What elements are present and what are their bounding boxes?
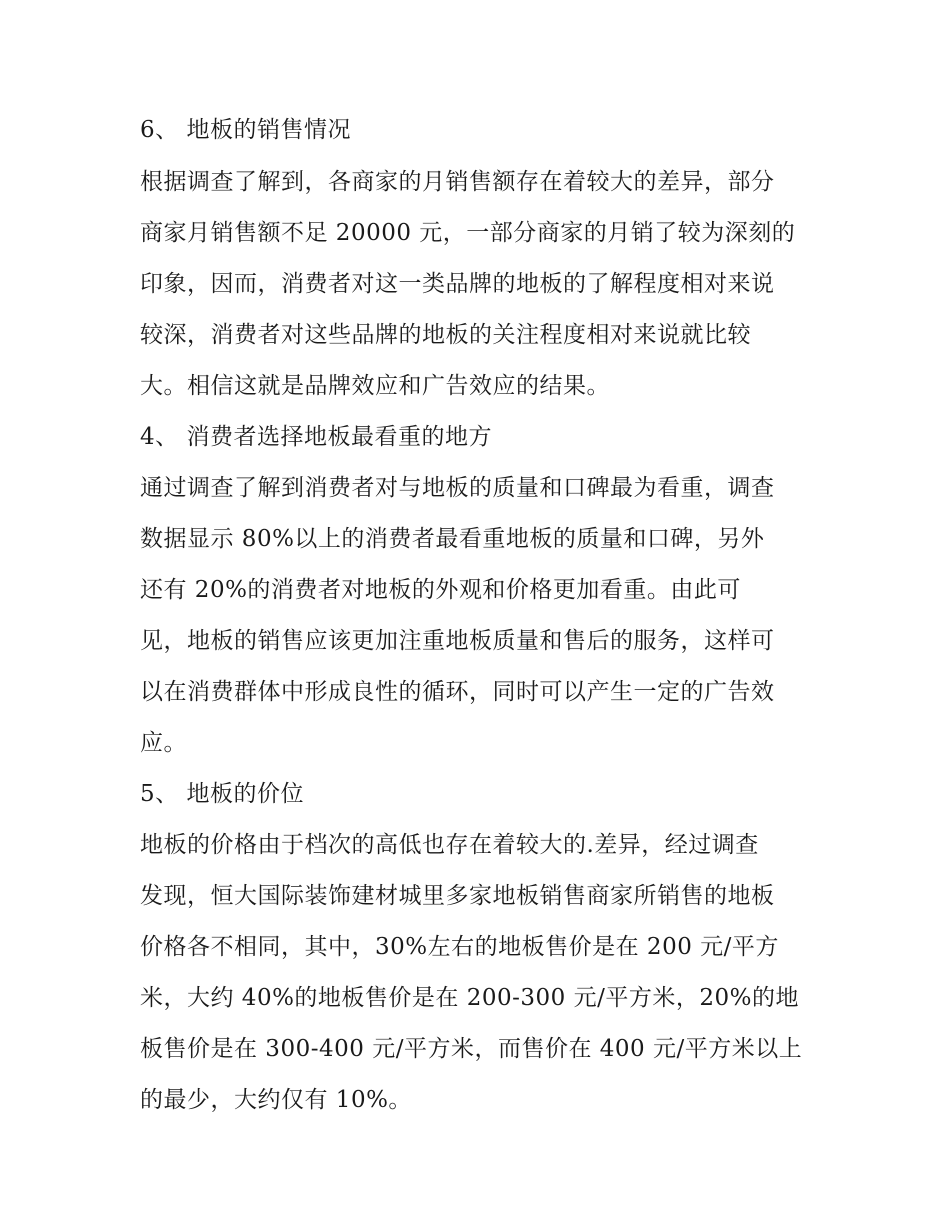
- paragraph-line: 还有 20%的消费者对地板的外观和价格更加看重。由此可: [140, 577, 741, 603]
- paragraph-line: 大。相信这就是品牌效应和广告效应的结果。: [140, 373, 610, 399]
- paragraph-line: 发现，恒大国际装饰建材城里多家地板销售商家所销售的地板: [140, 883, 775, 909]
- paragraph-line: 米，大约 40%的地板售价是在 200-300 元/平方米，20%的地: [140, 985, 799, 1011]
- paragraph-line: 的最少，大约仅有 10%。: [140, 1087, 412, 1113]
- paragraph-line: 印象，因而，消费者对这一类品牌的地板的了解程度相对来说: [140, 271, 775, 297]
- heading-sales: 6、 地板的销售情况: [140, 117, 351, 143]
- paragraph-line: 应。: [140, 730, 187, 756]
- paragraph-line: 较深，消费者对这些品牌的地板的关注程度相对来说就比较: [140, 322, 751, 348]
- paragraph-line: 地板的价格由于档次的高低也存在着较大的.差异，经过调查: [140, 832, 759, 858]
- heading-consumer-priority: 4、 消费者选择地板最看重的地方: [140, 424, 492, 450]
- paragraph-line: 根据调查了解到，各商家的月销售额存在着较大的差异，部分: [140, 169, 775, 195]
- paragraph-line: 商家月销售额不足 20000 元，一部分商家的月销了较为深刻的: [140, 220, 796, 246]
- paragraph-line: 以在消费群体中形成良性的循环，同时可以产生一定的广告效: [140, 679, 775, 705]
- heading-price: 5、 地板的价位: [140, 781, 304, 807]
- paragraph-line: 板售价是在 300-400 元/平方米，而售价在 400 元/平方米以上: [140, 1036, 803, 1062]
- paragraph-line: 数据显示 80%以上的消费者最看重地板的质量和口碑，另外: [140, 526, 765, 552]
- paragraph-line: 价格各不相同，其中，30%左右的地板售价是在 200 元/平方: [140, 934, 779, 960]
- paragraph-line: 见，地板的销售应该更加注重地板质量和售后的服务，这样可: [140, 628, 775, 654]
- paragraph-line: 通过调查了解到消费者对与地板的质量和口碑最为看重，调查: [140, 475, 775, 501]
